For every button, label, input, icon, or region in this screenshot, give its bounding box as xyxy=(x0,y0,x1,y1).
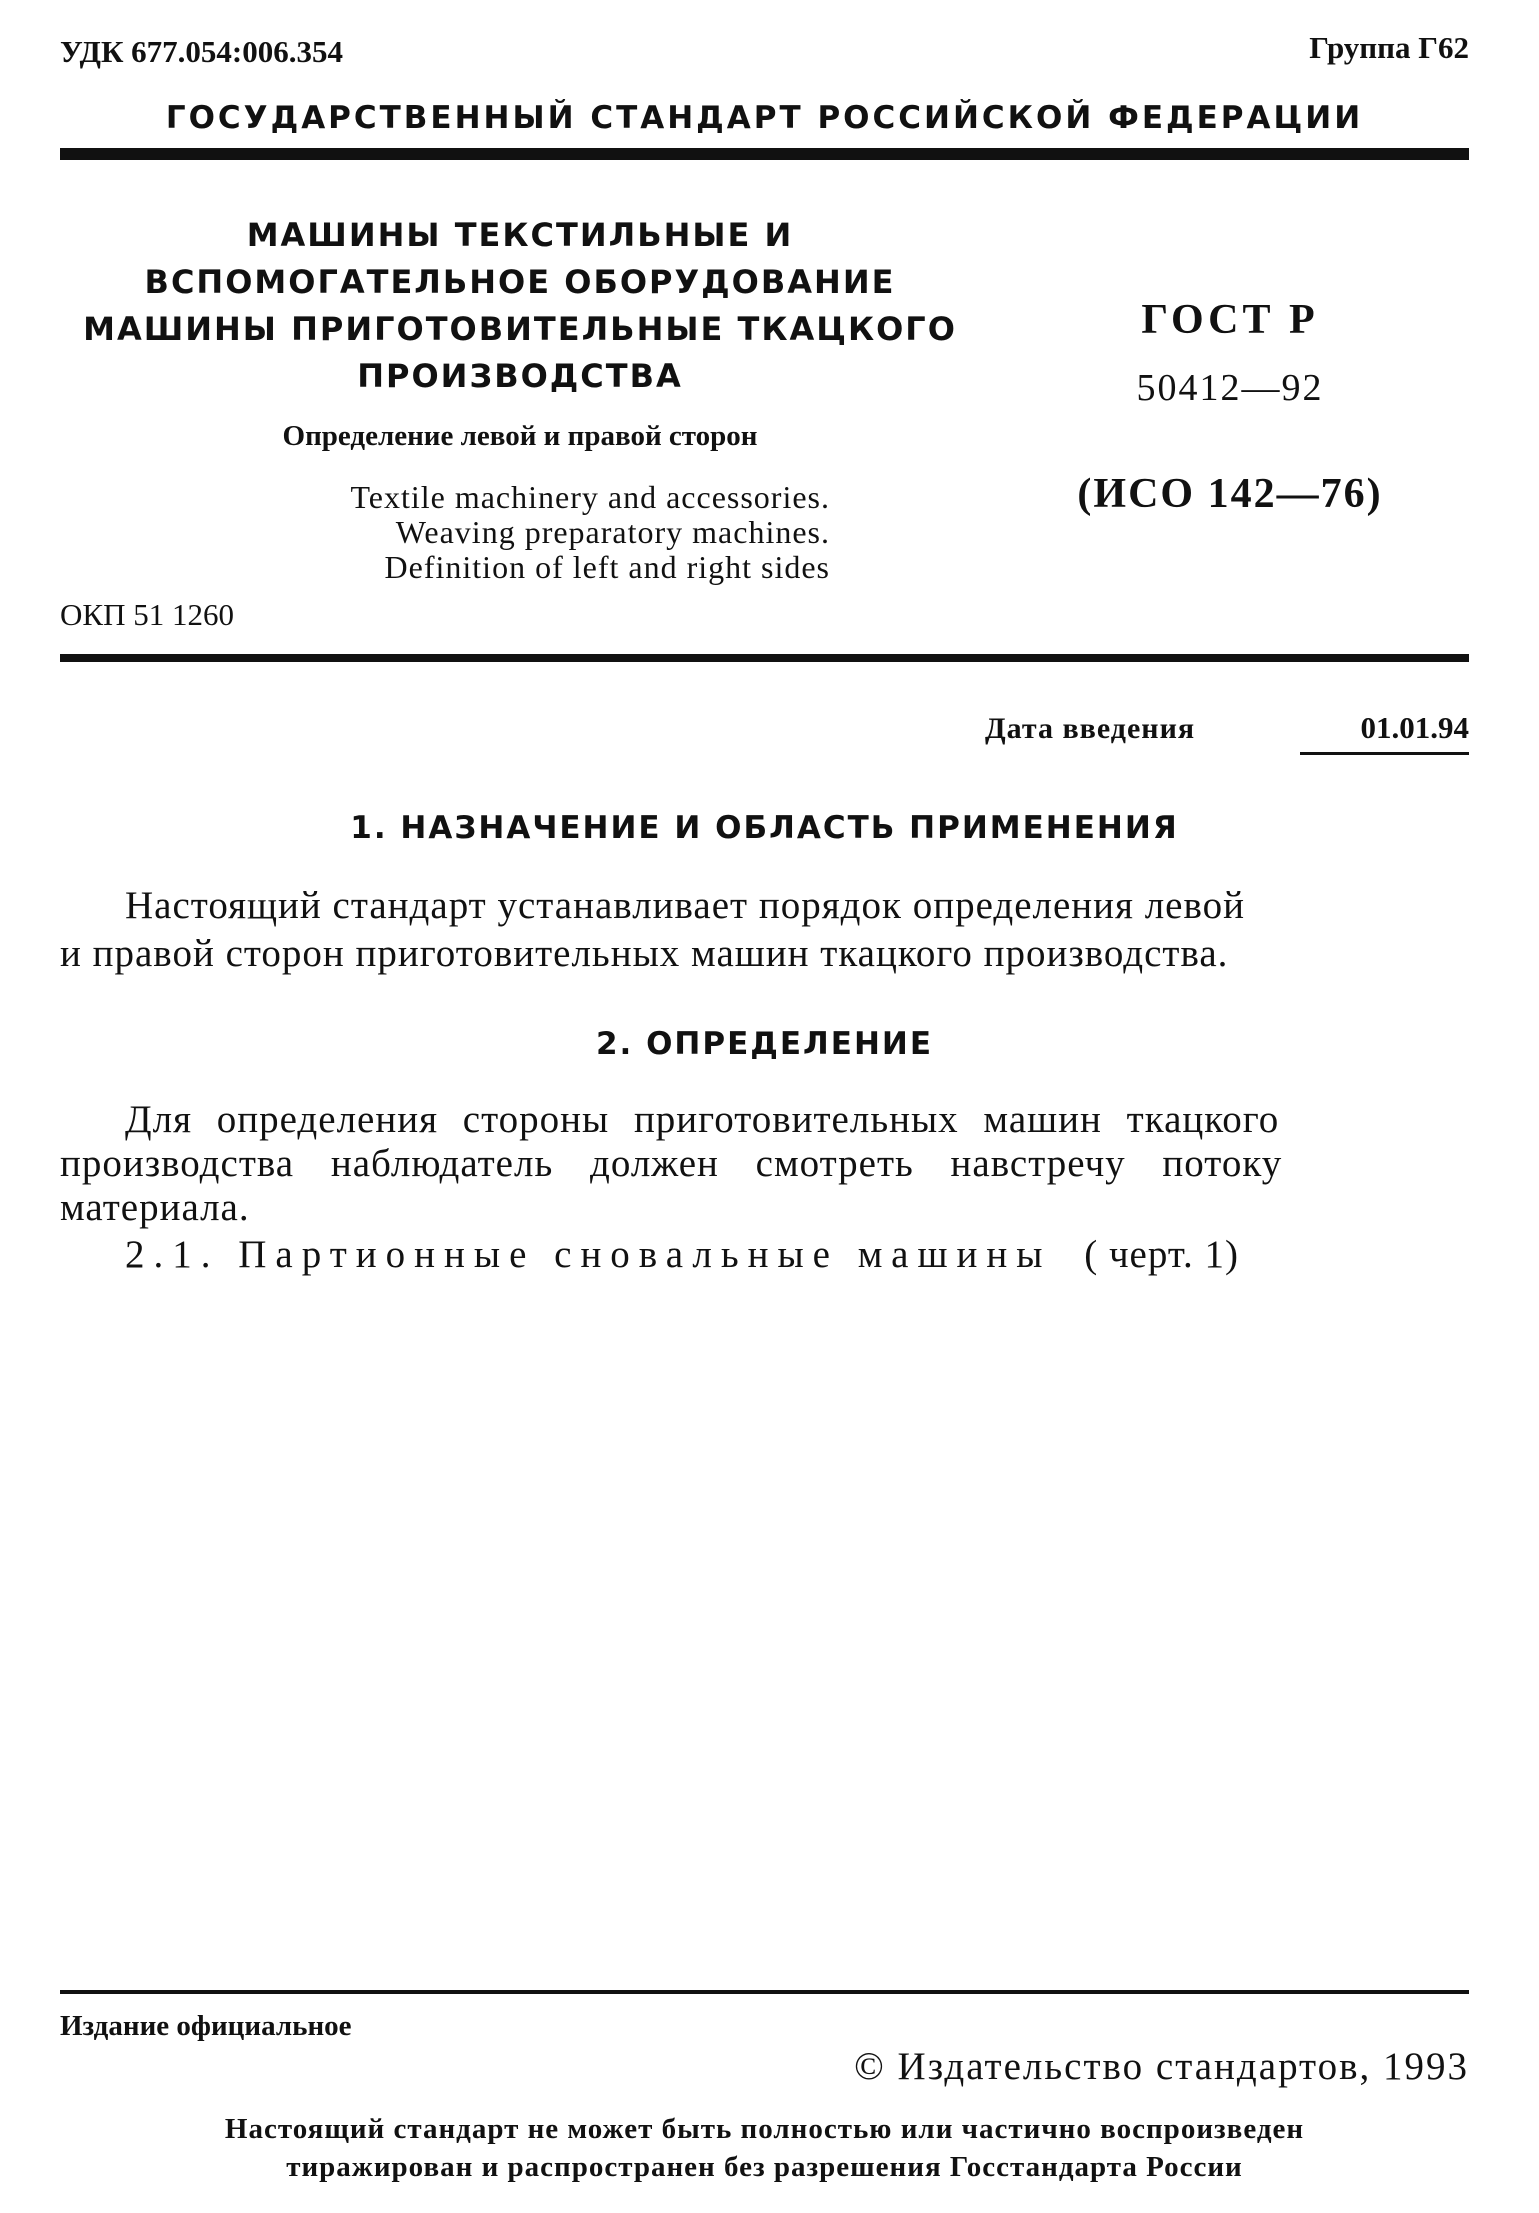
english-title-line: Weaving preparatory machines. xyxy=(395,514,830,550)
paragraph-line: Настоящий стандарт устанавливает порядок определения левой xyxy=(125,884,1246,927)
drawing-reference: ( черт. 1) xyxy=(1084,1233,1239,1276)
gost-number: 50412—92 xyxy=(1136,367,1324,409)
iso-reference: (ИСО 142—76) xyxy=(1077,471,1383,517)
standard-subtitle: Определение левой и правой сторон xyxy=(282,420,758,452)
standard-title xyxy=(60,212,980,400)
clause-2-1-text: 2.1. Партионные сновальные машины xyxy=(125,1233,1052,1276)
title-line: ВСПОМОГАТЕЛЬНОЕ ОБОРУДОВАНИЕ xyxy=(144,263,896,301)
copyright-line: © Издательство стандартов, 1993 xyxy=(854,2045,1469,2088)
section-2-heading: 2. ОПРЕДЕЛЕНИЕ xyxy=(595,1026,934,1062)
intro-date-underline xyxy=(1300,752,1469,755)
paragraph-line: производства наблюдатель должен смотреть навстречу потоку xyxy=(60,1142,1283,1185)
title-line: МАШИНЫ ТЕКСТИЛЬНЫЕ И xyxy=(246,216,794,254)
english-title-line: Textile machinery and accessories. xyxy=(350,479,830,515)
gost-label: ГОСТ Р xyxy=(1141,297,1319,343)
title-line: ПРОИЗВОДСТВА xyxy=(357,357,683,395)
paragraph-line: Для определения стороны приготовительных машин ткацкого xyxy=(125,1098,1280,1141)
english-title xyxy=(60,480,830,585)
paragraph-line: и правой сторон приготовительных машин ткацкого производства. xyxy=(60,932,1229,975)
group-code: Группа Г62 xyxy=(1309,30,1469,65)
section-1-heading: 1. НАЗНАЧЕНИЕ И ОБЛАСТЬ ПРИМЕНЕНИЯ xyxy=(350,810,1179,846)
udk-code: УДК 677.054:006.354 xyxy=(60,34,343,69)
title-line: МАШИНЫ ПРИГОТОВИТЕЛЬНЫЕ ТКАЦКОГО xyxy=(83,310,957,348)
footer-rule xyxy=(60,1990,1469,1994)
paragraph-line: материала. xyxy=(60,1186,250,1229)
clause-2-1 xyxy=(125,1232,1239,1277)
state-standard-heading: ГОСУДАРСТВЕННЫЙ СТАНДАРТ РОССИЙСКОЙ ФЕДЕРАЦИИ xyxy=(165,100,1364,136)
okp-code: ОКП 51 1260 xyxy=(60,597,234,632)
intro-date-value: 01.01.94 xyxy=(1360,710,1469,745)
reproduction-notice xyxy=(60,2110,1469,2186)
section-1-body xyxy=(60,882,1469,978)
english-title-line: Definition of left and right sides xyxy=(384,549,830,585)
notice-line: Настоящий стандарт не может быть полностью или частично воспроизведен xyxy=(224,2113,1305,2145)
section-2-body xyxy=(60,1098,1469,1230)
header-thick-rule xyxy=(60,148,1469,160)
title-block-rule xyxy=(60,654,1469,662)
notice-line: тиражирован и распространен без разрешения Госстандарта России xyxy=(286,2151,1243,2183)
intro-date-label: Дата введения xyxy=(985,712,1196,745)
official-edition: Издание официальное xyxy=(60,2010,352,2042)
